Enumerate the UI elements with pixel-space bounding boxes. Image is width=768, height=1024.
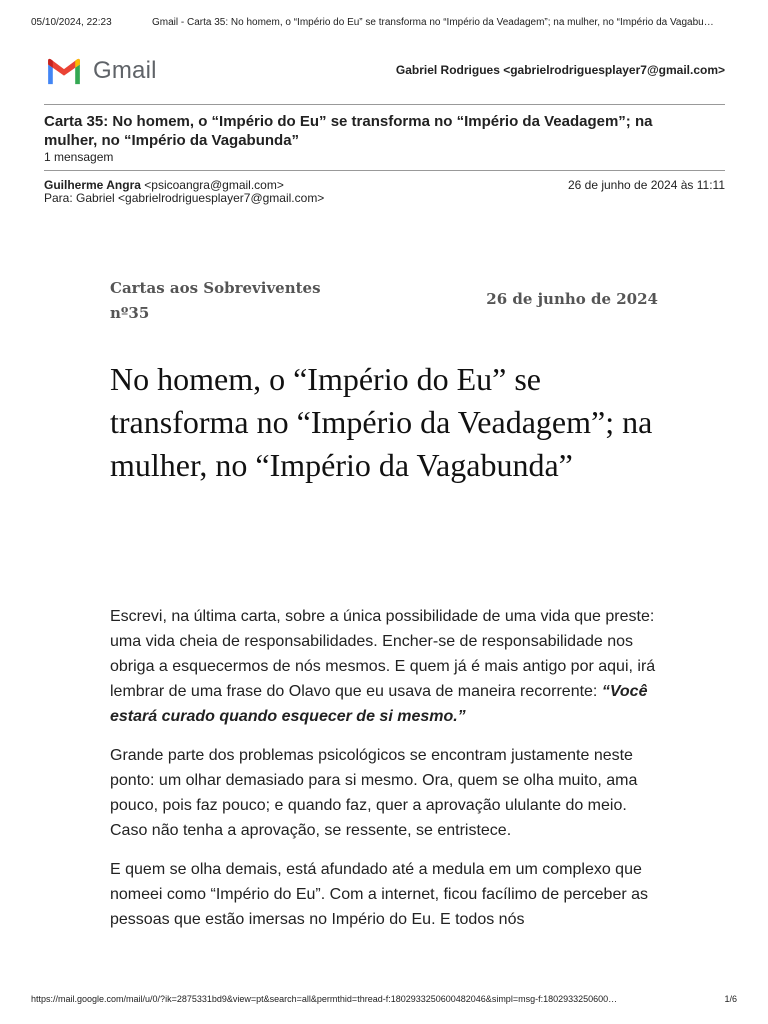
letter-body [110, 604, 658, 946]
divider [44, 170, 725, 171]
print-header [0, 0, 768, 30]
print-timestamp: 05/10/2024, 22:23 [31, 17, 112, 28]
account-identity: Gabriel Rodrigues <gabrielrodriguesplayer7@gmail.com> [395, 63, 725, 77]
sender-email: <psicoangra@gmail.com> [144, 178, 284, 192]
print-page-title: Gmail - Carta 35: No homem, o “Império do Eu” se transforma no “Império da Veadagem”; na mulher, no “Império da Vagabu… [152, 17, 714, 28]
gmail-logo-icon [44, 57, 84, 85]
gmail-wordmark: Gmail [93, 57, 157, 84]
letter-date: 26 de junho de 2024 [486, 290, 658, 308]
page-number: 1/6 [724, 994, 737, 1004]
letter-headline: No homem, o “Império do Eu” se transforma no “Império da Veadagem”; na mulher, no “Império da Vagabunda” [110, 361, 653, 483]
message-count: 1 mensagem [44, 150, 114, 164]
print-url: https://mail.google.com/mail/u/0/?ik=2875331bd9&view=pt&search=all&permthid=thread-f:1802933250600482046&simpl=msg-f:180293325060​0… [31, 994, 618, 1004]
letter-series: Cartas aos Sobreviventes nº35 [110, 279, 321, 322]
sender-line [44, 178, 284, 192]
olavo-quote: “Você estará curado quando esquecer de si mesmo.” [110, 683, 648, 725]
paragraph [110, 604, 658, 729]
paragraph: E quem se olha demais, está afundado até a medula em um complexo que nomeei como “Império do Eu”. Com a internet, ficou facílimo de perceber as pessoas que estão imersas no Império do Eu. E todos nós [110, 861, 649, 928]
gmail-logo[interactable] [44, 56, 157, 86]
message-date: 26 de junho de 2024 às 11:11 [567, 178, 725, 192]
print-footer [0, 994, 768, 1008]
recipient-line: Para: Gabriel <gabrielrodriguesplayer7@gmail.com> [44, 191, 325, 205]
paragraph-text: Escrevi, na última carta, sobre a única possibilidade de uma vida que preste: uma vida cheia de responsabilidades. Encher-se de responsabilidade nos obriga a esquecermos de nós mesmos. E quem já é mais antigo por aqui, irá lembrar de uma frase do Olavo que eu usava de maneira recorrente: [110, 608, 656, 700]
paragraph: Grande parte dos problemas psicológicos se encontram justamente neste ponto: um olhar demasiado para si mesmo. Ora, quem se olha muito, ama pouco, pois faz pouco; e quando faz, quer a aprovação ululante do meio. Caso não tenha a aprovação, se ressente, se entristece. [110, 747, 638, 839]
divider [44, 104, 725, 105]
sender-name: Guilherme Angra [44, 178, 141, 192]
thread-subject: Carta 35: No homem, o “Império do Eu” se transforma no “Império da Veadagem”; na mulher, no “Império da Vagabunda” [44, 113, 653, 149]
